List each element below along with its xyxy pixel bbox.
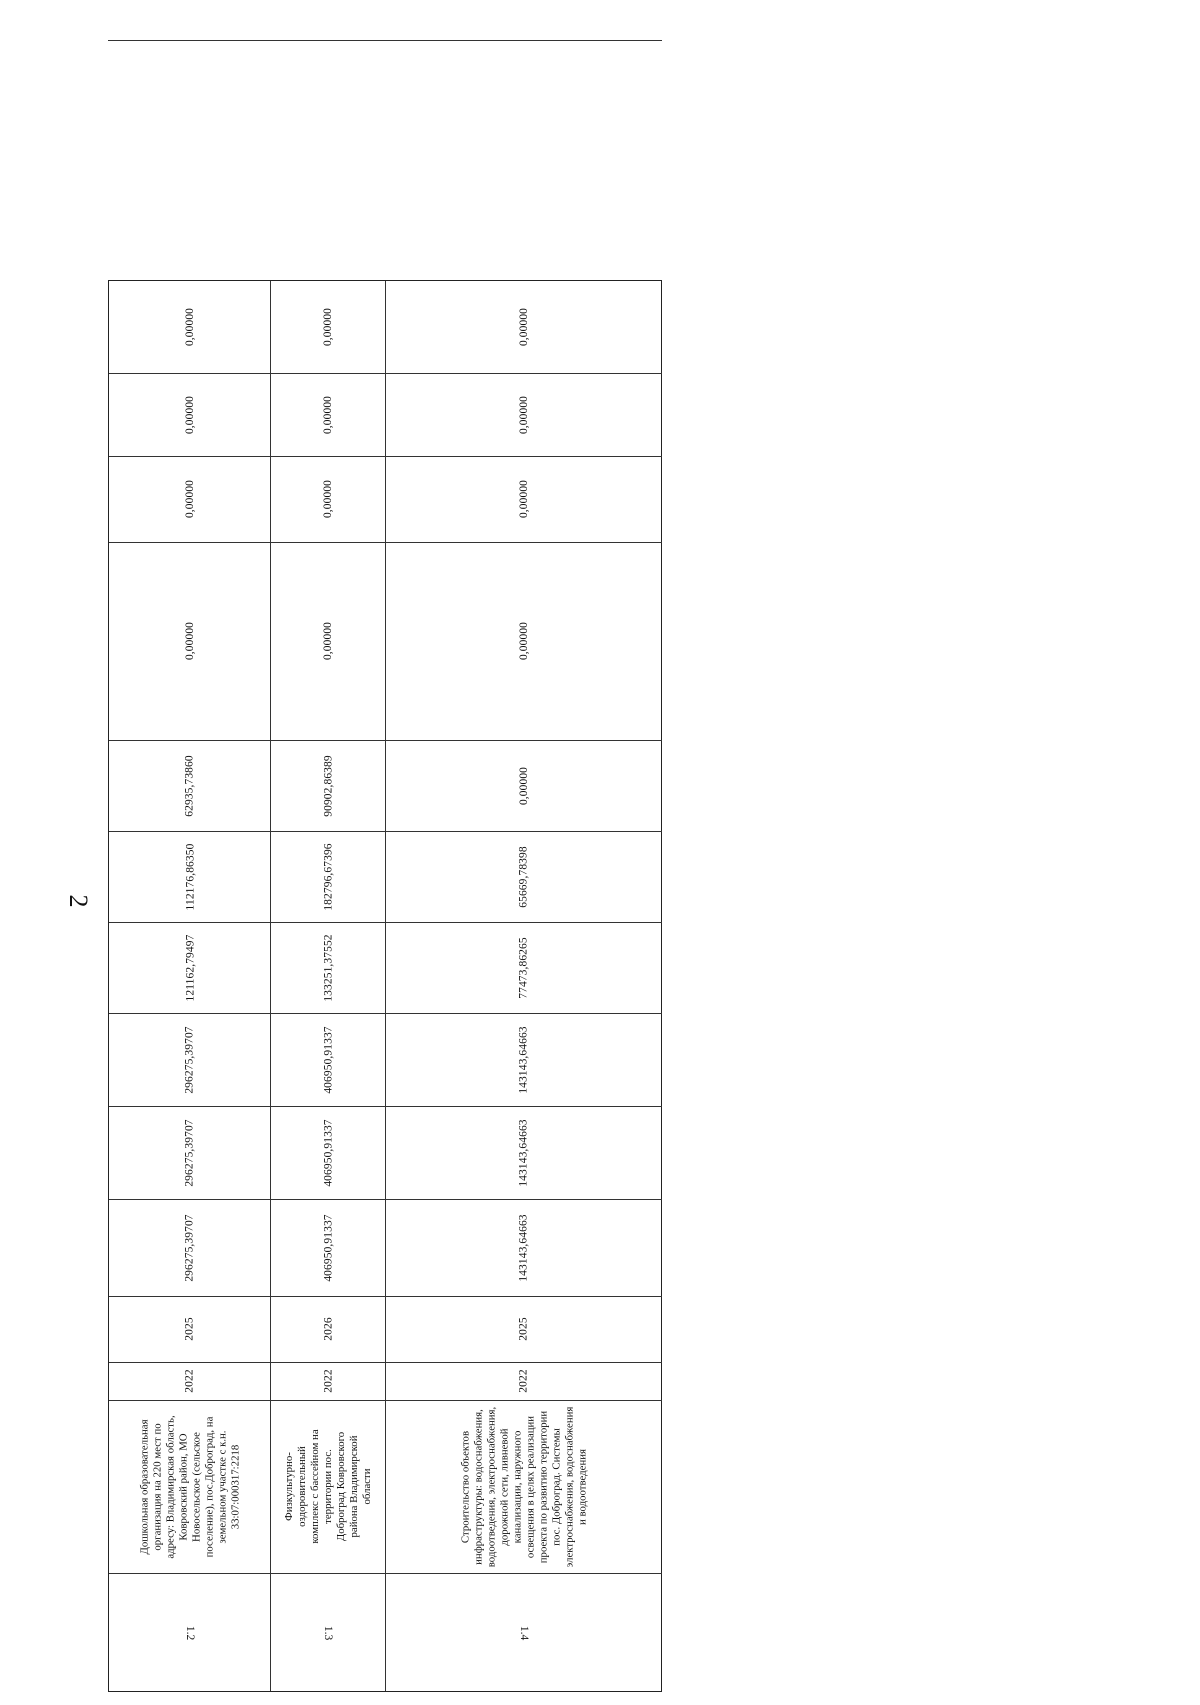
cell-v9 xyxy=(386,373,662,456)
cell-v9 xyxy=(109,373,271,456)
cell-text: 0,00000 xyxy=(517,766,530,805)
cell-v9 xyxy=(271,373,386,456)
cell-text: 0,00000 xyxy=(517,479,530,519)
cell-v1 xyxy=(109,1199,271,1296)
cell-text: 133251,37552 xyxy=(322,933,335,1002)
cell-text: 0,00000 xyxy=(322,307,335,347)
cell-text: 143143,64663 xyxy=(517,1213,530,1282)
cell-text: 2022 xyxy=(518,1369,530,1393)
cell-v3 xyxy=(109,1013,271,1106)
cell-text: 1.4 xyxy=(518,1625,530,1641)
cell-v4 xyxy=(109,922,271,1013)
cell-v10 xyxy=(109,281,271,373)
cell-v4 xyxy=(386,922,662,1013)
cell-v5 xyxy=(109,831,271,922)
cell-end xyxy=(271,1296,386,1362)
cell-num xyxy=(109,1573,271,1693)
cell-text: 65669,78398 xyxy=(517,845,530,908)
cell-text: 406950,91337 xyxy=(322,1118,335,1187)
cell-text: 2022 xyxy=(184,1369,196,1393)
cell-v8 xyxy=(386,456,662,542)
cell-text: 2025 xyxy=(518,1317,530,1341)
cell-text: 62935,73860 xyxy=(183,754,196,817)
cell-text: 90902,86389 xyxy=(322,754,335,817)
cell-text: 0,00000 xyxy=(322,395,335,434)
cell-name xyxy=(109,1400,271,1573)
cell-text: 0,00000 xyxy=(183,307,196,347)
cell-text: 2026 xyxy=(322,1317,335,1341)
cell-text: 143143,64663 xyxy=(517,1118,530,1187)
cell-v2 xyxy=(271,1106,386,1199)
cell-v8 xyxy=(109,456,271,542)
cell-v2 xyxy=(109,1106,271,1199)
cell-v3 xyxy=(386,1013,662,1106)
cell-v5 xyxy=(386,831,662,922)
cell-text: 0,00000 xyxy=(517,621,530,661)
cell-text: 0,00000 xyxy=(517,307,530,347)
cell-v7 xyxy=(271,542,386,740)
cell-v4 xyxy=(271,922,386,1013)
cell-start xyxy=(386,1362,662,1400)
cell-num xyxy=(271,1573,386,1693)
cell-text: 406950,91337 xyxy=(322,1213,335,1282)
cell-text: 0,00000 xyxy=(183,395,196,434)
cell-text: 0,00000 xyxy=(322,479,335,519)
cell-start xyxy=(109,1362,271,1400)
cell-v7 xyxy=(386,542,662,740)
cell-text: 112176,86350 xyxy=(184,843,196,910)
cell-text: 2022 xyxy=(322,1369,335,1393)
cell-text: 0,00000 xyxy=(183,479,196,519)
data-table xyxy=(108,280,662,1692)
cell-text: 77473,86265 xyxy=(517,936,530,999)
cell-v10 xyxy=(271,281,386,373)
cell-text: 296275,39707 xyxy=(183,1025,196,1094)
cell-v1 xyxy=(271,1199,386,1296)
cell-name xyxy=(271,1400,386,1573)
cell-v10 xyxy=(386,281,662,373)
cell-v6 xyxy=(386,740,662,831)
cell-text: 1.2 xyxy=(184,1625,196,1641)
cell-text: Физкультурно-оздоровительный комплекс с бассейном на территории пос. Доброград Ковровского района Владимирской области xyxy=(283,1429,373,1544)
cell-text: Строительство объектов инфраструктуры: водоснабжения, водоотведения, электроснабжения, дорожной сети, ливневой канализации, наружного освещения в целях реализации проекта по развитию территории пос. Доброград. Системы электроснабжения, водоснабжения и водоотведения xyxy=(459,1406,588,1567)
cell-v3 xyxy=(271,1013,386,1106)
table-row xyxy=(386,281,662,1691)
cell-text: 0,00000 xyxy=(517,395,530,434)
cell-end xyxy=(109,1296,271,1362)
cell-text: 0,00000 xyxy=(183,621,196,661)
cell-text: 143143,64663 xyxy=(517,1025,530,1094)
cell-text: 296275,39707 xyxy=(183,1118,196,1187)
cell-v2 xyxy=(386,1106,662,1199)
cell-text: 296275,39707 xyxy=(183,1213,196,1282)
cell-name xyxy=(386,1400,662,1573)
cell-start xyxy=(271,1362,386,1400)
cell-v7 xyxy=(109,542,271,740)
top-rule xyxy=(108,40,662,41)
cell-num xyxy=(386,1573,662,1693)
cell-v1 xyxy=(386,1199,662,1296)
cell-text: 182796,67396 xyxy=(322,842,335,911)
cell-v6 xyxy=(109,740,271,831)
page-number: 2 xyxy=(64,894,93,908)
table-row xyxy=(271,281,386,1691)
cell-end xyxy=(386,1296,662,1362)
cell-text: Дошкольная образовательная организация на 220 мест по адресу: Владимирская область, Ковровский район, МО Новосельское (сельское поселение), пос.Доброград, на земельном участке с к.н. 33:07:000317:2218 xyxy=(138,1414,241,1559)
cell-text: 121162,79497 xyxy=(184,934,196,1001)
cell-v8 xyxy=(271,456,386,542)
cell-text: 2025 xyxy=(184,1317,196,1341)
cell-text: 406950,91337 xyxy=(322,1025,335,1094)
table-row xyxy=(109,281,271,1691)
cell-v6 xyxy=(271,740,386,831)
cell-v5 xyxy=(271,831,386,922)
cell-text: 1.3 xyxy=(322,1625,335,1641)
cell-text: 0,00000 xyxy=(322,621,335,661)
